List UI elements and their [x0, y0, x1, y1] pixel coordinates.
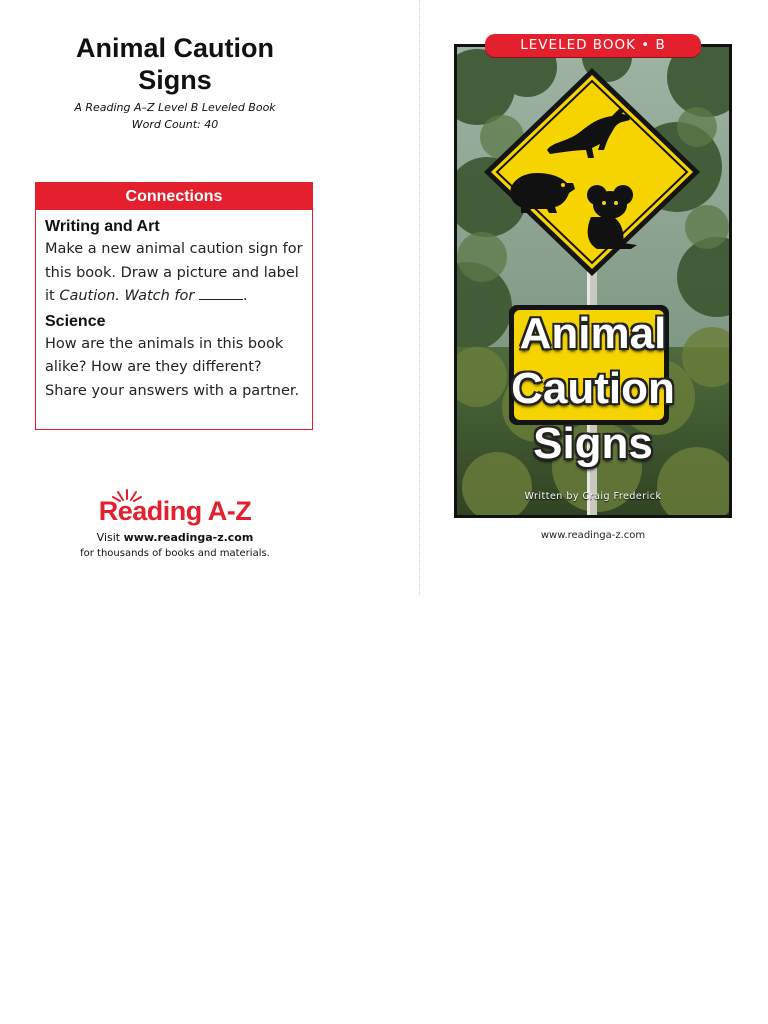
science-heading: Science: [45, 312, 106, 330]
writing-text-part: Make a new animal caution sign for this book. Draw a picture and label it: [45, 241, 303, 304]
connections-header: Connections: [36, 183, 312, 210]
writing-art-text: [45, 238, 303, 309]
science-text: How are the animals in this book alike? How are they different? Share your answers with a partner.: [45, 335, 300, 399]
cover-title-line-1: Animal: [519, 309, 667, 358]
cover-author: Written by Craig Frederick: [524, 491, 662, 502]
page-fold-line: [419, 0, 420, 595]
word-count: Word Count: 40: [131, 118, 219, 131]
writing-italic-part: Caution. Watch for: [59, 288, 195, 304]
cover-title-line-3: Signs: [533, 419, 653, 468]
reading-az-logo: [90, 486, 260, 530]
back-cover-subtitle: A Reading A–Z Level B Leveled Book: [74, 101, 276, 114]
cover-title: [456, 306, 730, 471]
connections-box: [35, 182, 313, 430]
visit-suffix: for thousands of books and materials.: [80, 548, 270, 559]
back-cover-title: Animal Caution Signs: [75, 33, 274, 95]
visit-line: [40, 531, 310, 545]
visit-url-link[interactable]: www.readinga-z.com: [123, 531, 254, 544]
reading-az-logo-text: Reading A-Z: [98, 496, 252, 526]
cover-title-line-2: Caution: [511, 364, 675, 413]
writing-art-heading: Writing and Art: [45, 218, 160, 235]
connections-body: [36, 210, 312, 403]
cover-url-link[interactable]: www.readinga-z.com: [540, 530, 646, 541]
leveled-book-banner: LEVELED BOOK • B: [485, 34, 701, 57]
blank-line: [199, 287, 243, 300]
writing-end: .: [242, 288, 248, 304]
visit-prefix: Visit: [96, 531, 124, 544]
